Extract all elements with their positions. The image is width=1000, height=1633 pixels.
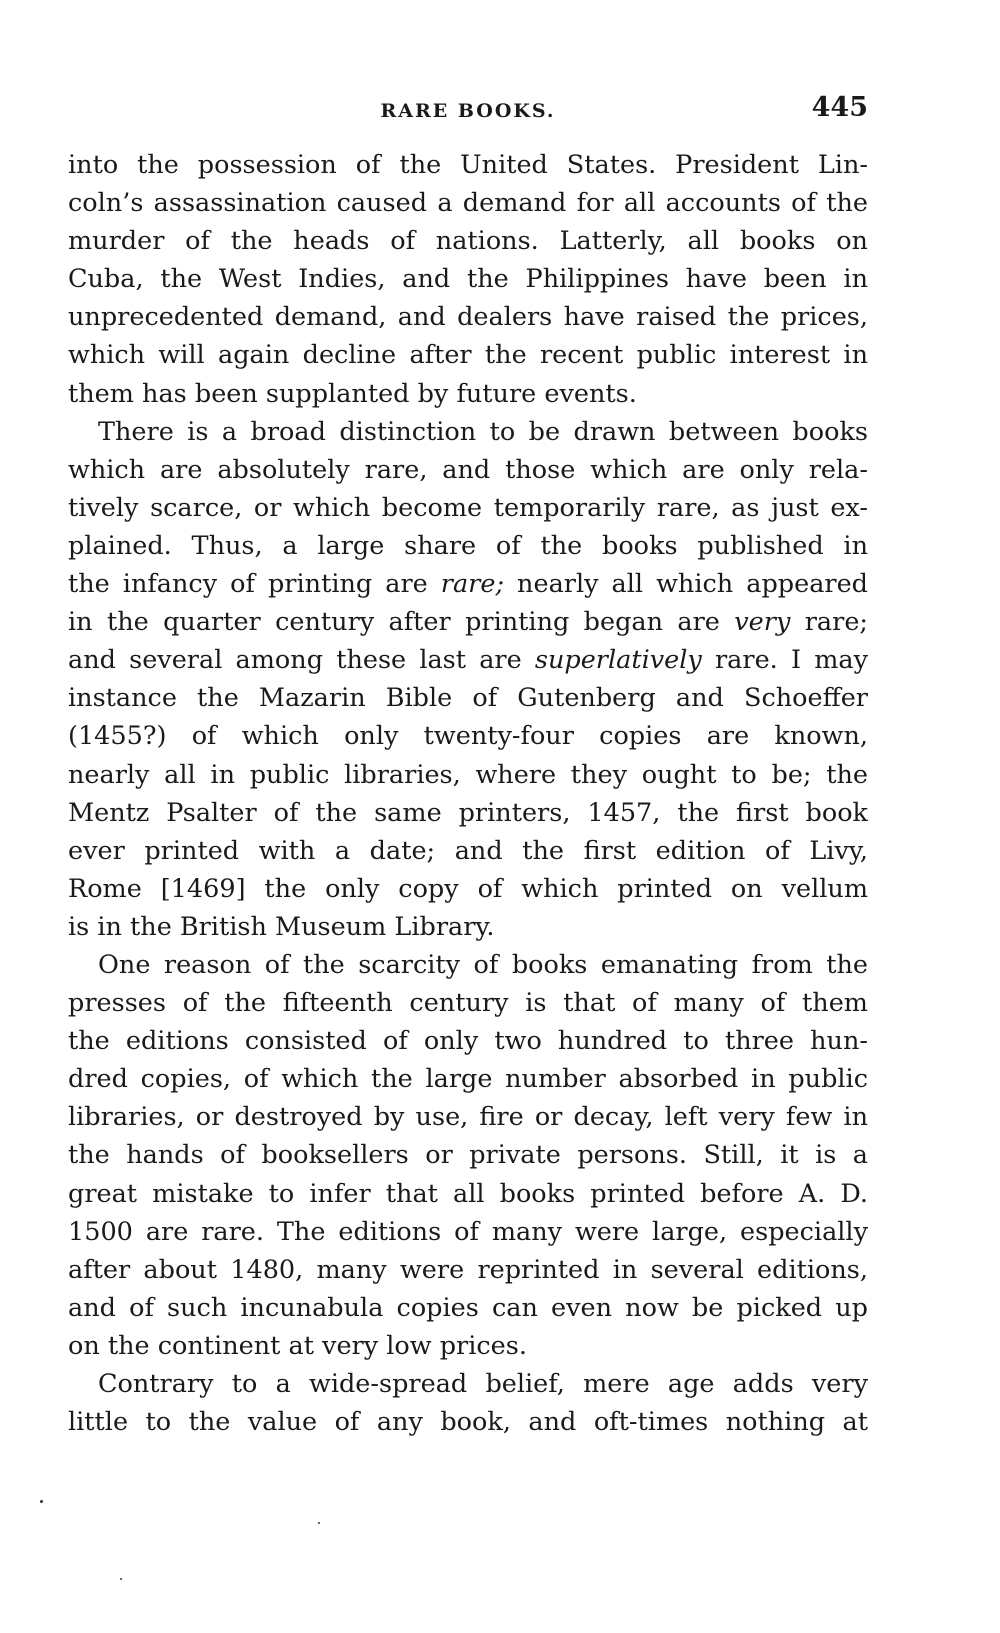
text-line: 1500 are rare. The editions of many were large, especially: [68, 1216, 868, 1247]
text-line: the hands of booksellers or private persons. Still, it is a: [68, 1140, 868, 1171]
speck-mark: [120, 1578, 122, 1580]
text-line: murder of the heads of nations. Latterly, all books on: [68, 226, 868, 257]
text-line: on the continent at very low prices.: [68, 1330, 527, 1361]
text-line: Contrary to a wide-spread belief, mere age adds very: [98, 1369, 868, 1399]
text-segment: the infancy of printing are: [68, 569, 441, 600]
text-line: Mentz Psalter of the same printers, 1457, the first book: [68, 797, 868, 828]
text-line: after about 1480, many were reprinted in several editions,: [68, 1254, 868, 1285]
speck-mark: [318, 1522, 320, 1524]
text-line: [68, 641, 868, 679]
text-line: them has been supplanted by future events.: [68, 378, 637, 409]
body-text: [68, 146, 868, 1441]
text-line: unprecedented demand, and dealers have raised the prices,: [68, 302, 868, 333]
text-segment: and several among these last are: [68, 645, 535, 676]
text-line: One reason of the scarcity of books emanating from the: [98, 949, 868, 980]
text-segment: rare;: [790, 607, 868, 638]
text-line: the editions consisted of only two hundred to three hun-: [68, 1026, 868, 1057]
running-head: [68, 92, 868, 136]
text-line: instance the Mazarin Bible of Gutenberg and Schoeffer: [68, 683, 868, 714]
text-line: great mistake to infer that all books printed before A. D.: [68, 1178, 868, 1209]
text-line: coln’s assassination caused a demand for all accounts of the: [68, 188, 868, 219]
text-segment: nearly all which appeared: [504, 569, 868, 600]
text-segment: in the quarter century after printing began are: [68, 607, 735, 638]
italic-word: superlatively: [534, 645, 702, 676]
text-line: dred copies, of which the large number absorbed in public: [68, 1064, 868, 1095]
text-line: [68, 565, 868, 603]
text-line: libraries, or destroyed by use, fire or decay, left very few in: [68, 1102, 868, 1133]
text-line: which are absolutely rare, and those which are only rela-: [68, 454, 868, 485]
text-line: Cuba, the West Indies, and the Philippines have been in: [68, 264, 868, 295]
text-line: into the possession of the United States. President Lin-: [68, 150, 868, 180]
text-line: which will again decline after the recent public interest in: [68, 340, 868, 371]
text-line: [68, 603, 868, 641]
italic-word: rare;: [440, 569, 505, 600]
text-segment: rare. I may: [701, 645, 868, 676]
italic-word: very: [734, 607, 791, 638]
running-title: RARE BOOKS.: [380, 100, 556, 122]
text-line: (1455?) of which only twenty-four copies are known,: [68, 721, 868, 752]
text-line: plained. Thus, a large share of the books published in: [68, 530, 868, 561]
text-line: is in the British Museum Library.: [68, 911, 495, 942]
speck-mark: [40, 1500, 43, 1503]
text-line: Rome [1469] the only copy of which printed on vellum: [68, 873, 868, 904]
text-line: There is a broad distinction to be drawn between books: [98, 416, 868, 447]
text-line: nearly all in public libraries, where they ought to be; the: [68, 759, 868, 790]
text-line: presses of the fifteenth century is that of many of them: [68, 988, 868, 1019]
text-line: tively scarce, or which become temporarily rare, as just ex-: [68, 492, 868, 523]
book-page: [68, 92, 868, 1532]
page-number: 445: [811, 92, 868, 123]
text-line: and of such incunabula copies can even now be picked up: [68, 1292, 868, 1323]
text-line: ever printed with a date; and the first edition of Livy,: [68, 835, 868, 866]
text-line: little to the value of any book, and oft-times nothing at: [68, 1407, 868, 1438]
